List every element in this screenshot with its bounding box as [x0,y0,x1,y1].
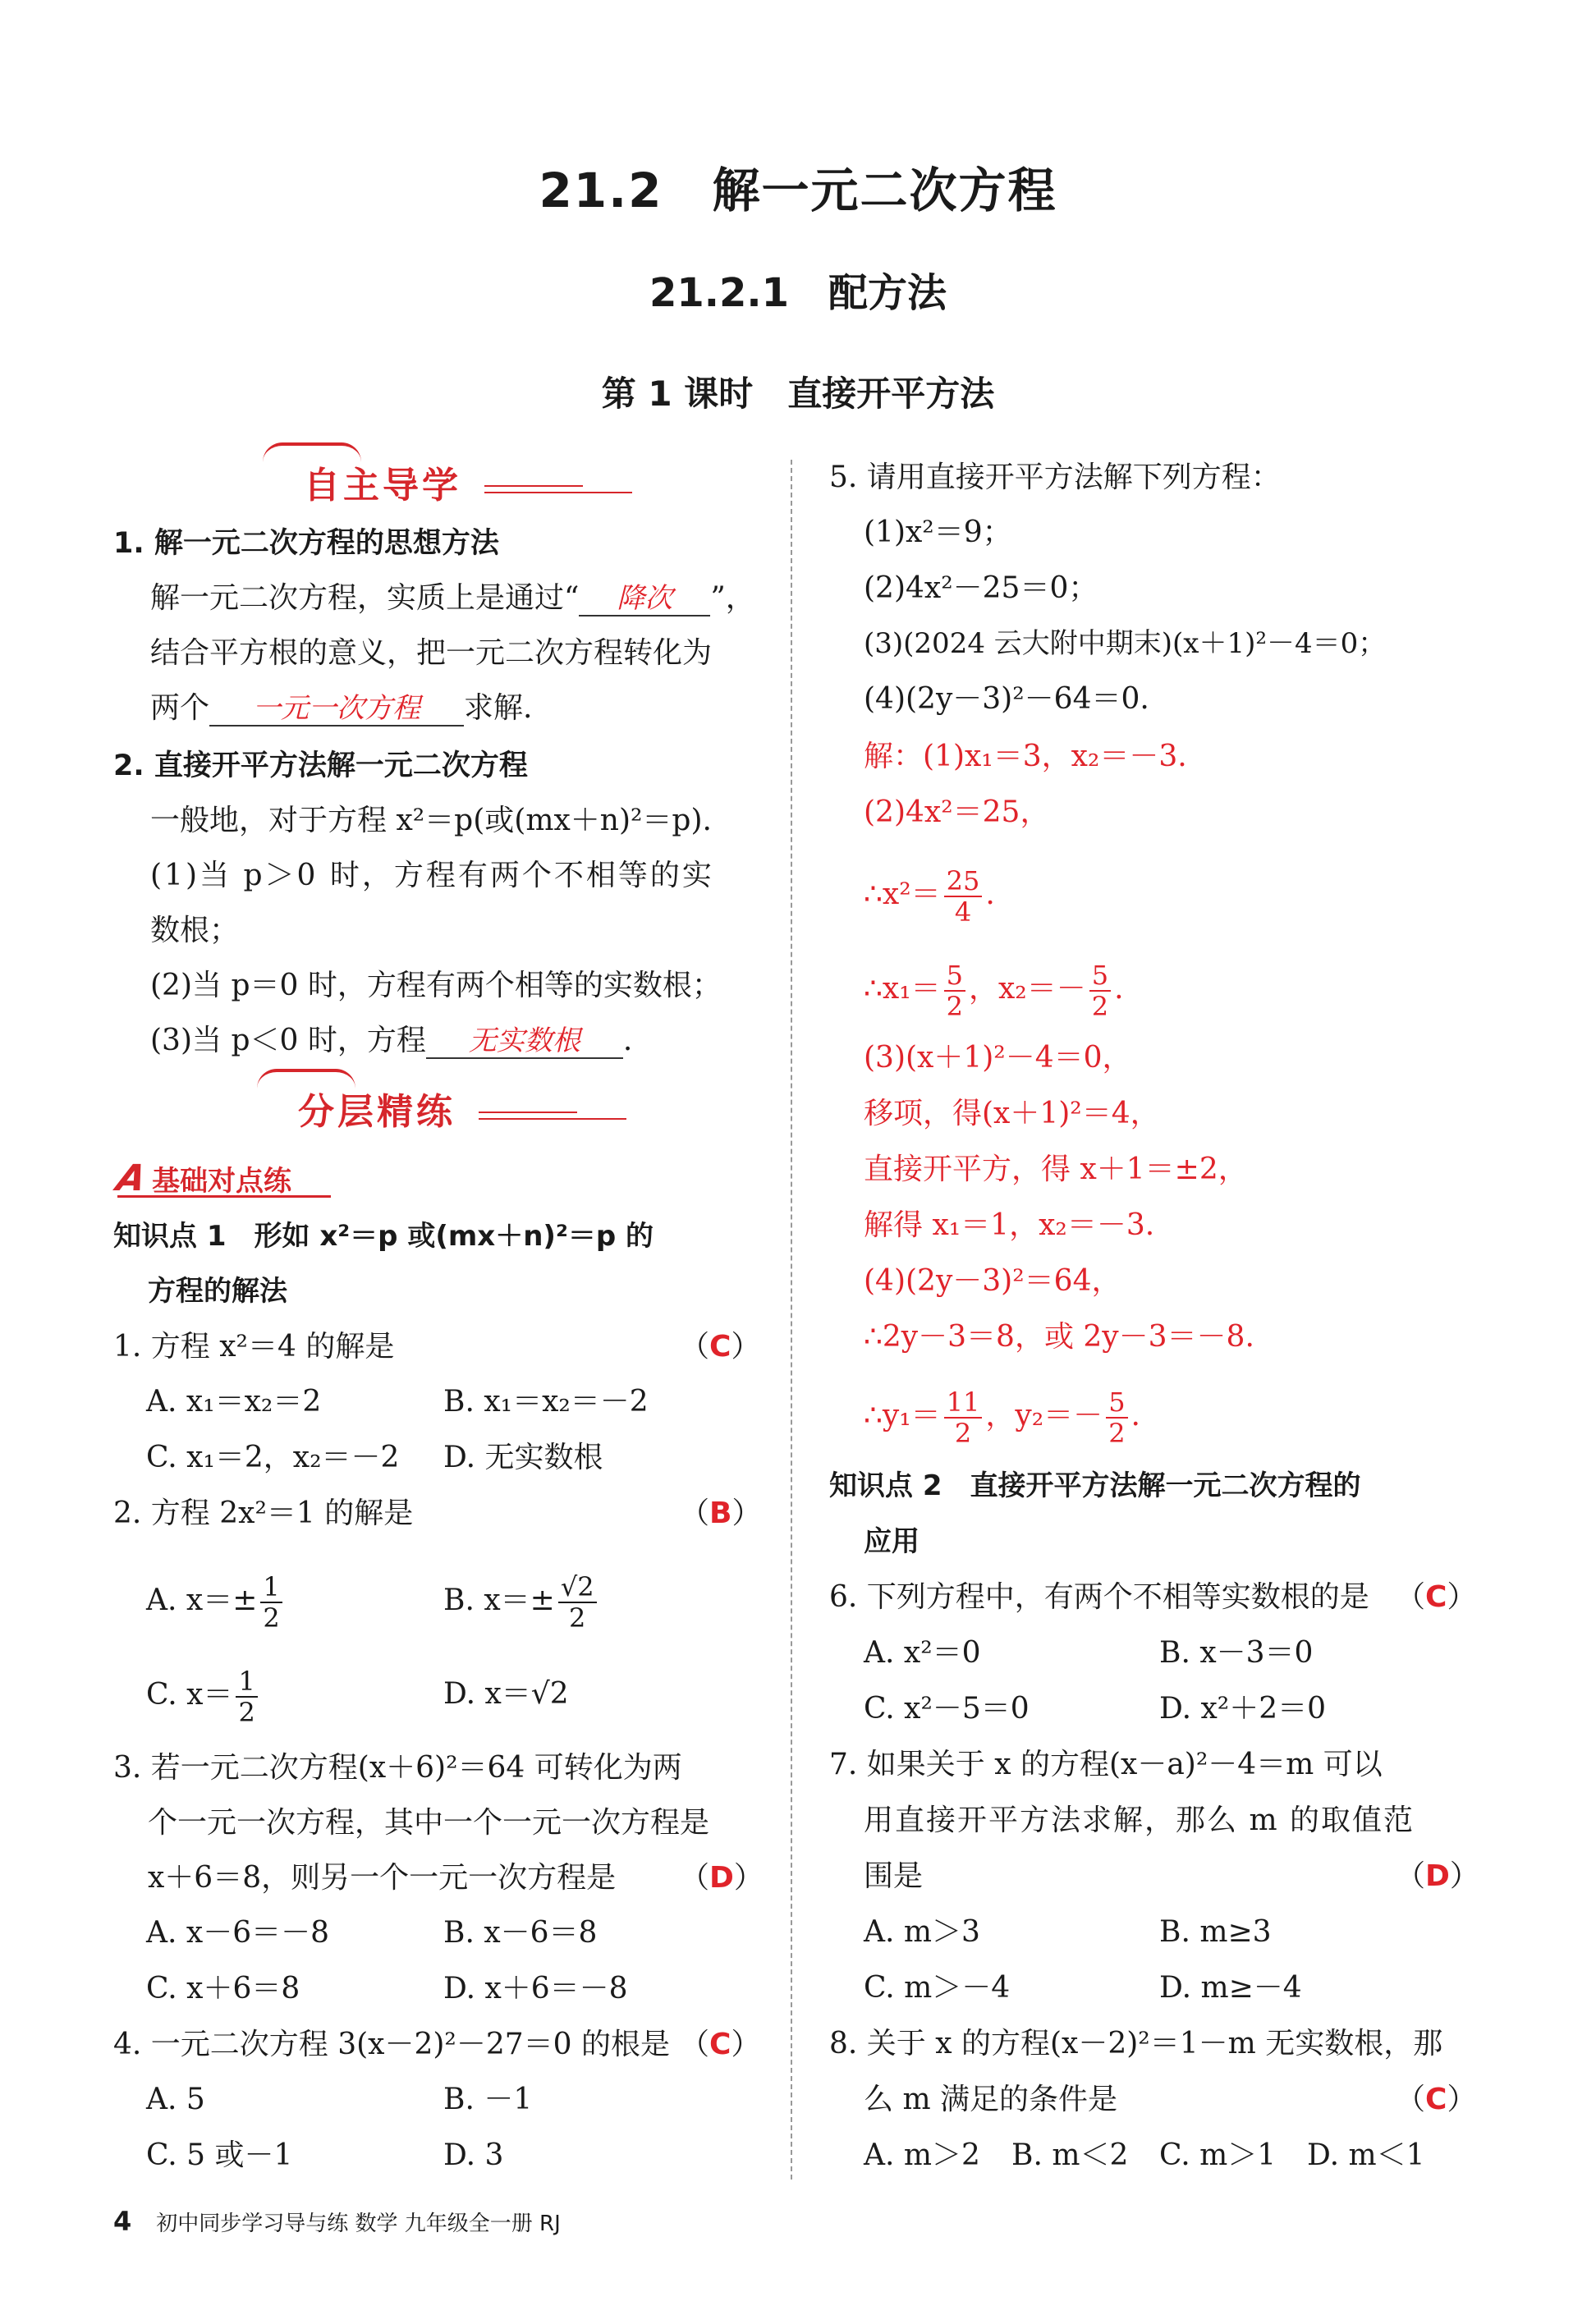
q3-option-a: A. x－6＝－8 [146,1916,329,1950]
numerator: 1 [263,1571,280,1602]
bracket: ） [732,1497,762,1530]
answer-bracket-6 [1396,1578,1476,1617]
denominator: 2 [944,1417,983,1448]
solution-line-10: ∴2y－3＝8，或 2y－3＝－8. [864,1320,1254,1354]
k2-line-1: 一般地，对于方程 x²＝p(或(mx＋n)²＝p). [150,804,712,837]
question-1: 1. 方程 x²＝4 的解是 [113,1330,395,1364]
bracket: （ [680,1861,710,1895]
k1-line-2: 结合平方根的意义，把一元二次方程转化为 [150,636,713,670]
answer-8: C [1425,2083,1447,2116]
solution-line-4 [864,960,1124,1021]
numerator: 5 [1091,960,1109,991]
k2-line-5 [150,1021,632,1061]
text: ∴x₁＝ [864,972,941,1006]
question-2: 2. 方程 2x²＝1 的解是 [113,1497,414,1530]
heading-rule [479,1112,577,1113]
k2-line-2: (1)当 p＞0 时，方程有两个不相等的实 [150,859,714,892]
q4-option-b: B. －1 [443,2083,533,2116]
numerator: √2 [560,1571,594,1602]
text: . [622,1024,633,1057]
solution-line-3 [864,866,995,927]
solution-line-7: 直接开平方，得 x＋1＝±2， [864,1153,1248,1186]
q3-option-b: B. x－6＝8 [443,1916,598,1950]
q1-option-a: A. x₁＝x₂＝2 [146,1385,322,1419]
level-title: 基础对点练 [152,1165,292,1198]
heading-swoosh [263,442,361,462]
bracket: ） [1449,1859,1479,1893]
q5-part-4: (4)(2y－3)²－64＝0. [864,682,1149,716]
bracket: （ [680,1497,710,1530]
q5-part-3: (3)(2024 云大附中期末)(x＋1)²－4＝0； [864,627,1387,660]
q6-option-d: D. x²＋2＝0 [1159,1692,1327,1726]
denominator: 2 [260,1602,282,1633]
q1-option-d: D. 无实数根 [443,1441,603,1474]
question-3-line-3: x＋6＝8，则另一个一元一次方程是 [148,1861,617,1895]
k1-line-3 [150,689,532,728]
denominator: 2 [1089,990,1111,1021]
level-badge [112,1157,292,1199]
bracket: ） [1447,2083,1477,2116]
bracket: ） [733,1861,764,1895]
question-8-line-1: 8. 关于 x 的方程(x－2)²＝1－m 无实数根，那 [829,2027,1443,2060]
bracket: ） [731,1330,761,1364]
q7-option-a: A. m＞3 [864,1915,980,1949]
question-8-line-2: 么 m 满足的条件是 [864,2083,1118,2116]
text: . [1130,1399,1140,1432]
column-divider [791,460,792,2180]
text: ∴y₁＝ [864,1399,941,1432]
q8-option-c: C. m＞1 [1159,2138,1277,2172]
practice-title: 分层精练 [298,1091,456,1133]
solution-line-1: 解：(1)x₁＝3，x₂＝－3. [864,740,1187,773]
page-footer [113,2206,561,2237]
fill-blank-2: 一元一次方程 [209,692,464,727]
question-7-line-2: 用直接开平方法求解，那么 m 的取值范 [864,1804,1415,1837]
knowledge-point-1-line-2: 方程的解法 [148,1275,287,1308]
q7-option-b: B. m≥3 [1159,1915,1272,1949]
fill-blank-3: 无实数根 [426,1024,623,1059]
denominator: 2 [558,1602,597,1633]
q1-option-b: B. x₁＝x₂＝－2 [443,1385,649,1419]
solution-line-11 [864,1387,1140,1448]
fraction [260,1572,282,1633]
heading-rule [484,485,583,487]
q7-option-d: D. m≥－4 [1159,1971,1302,2005]
text: ∴x²＝ [864,878,941,911]
bracket: （ [680,2028,710,2061]
fraction [1089,960,1111,1021]
q3-option-d: D. x＋6＝－8 [443,1972,628,2005]
q2-option-c [146,1666,261,1727]
bracket: ） [1447,1580,1477,1614]
q3-option-c: C. x＋6＝8 [146,1972,300,2005]
answer-1: C [709,1330,732,1364]
self-study-heading [304,456,461,508]
answer-3: D [709,1861,734,1895]
bracket: （ [1396,1580,1426,1614]
answer-2: B [709,1497,732,1530]
knowledge-2-title: 2. 直接开平方法解一元二次方程 [113,749,528,782]
answer-6: C [1425,1580,1447,1614]
q2-option-b [443,1572,600,1633]
q5-part-1: (1)x²＝9； [864,516,1012,549]
section-title: 21.2 解一元二次方程 [539,163,1057,218]
text: B. x＝± [443,1584,555,1617]
numerator: 5 [1108,1387,1126,1418]
solution-line-6: 移项，得(x＋1)²＝4， [864,1097,1160,1130]
numerator: 25 [946,865,980,896]
fraction [944,866,983,927]
solution-line-2: (2)4x²＝25， [864,795,1050,829]
bracket: （ [1396,1859,1426,1893]
text: . [1114,972,1124,1006]
fraction [944,960,965,1021]
text: (3)当 p＜0 时，方程 [150,1024,426,1057]
answer-bracket-8 [1396,2080,1476,2120]
question-4: 4. 一元二次方程 3(x－2)²－27＝0 的根是 [113,2028,671,2061]
subsection-title: 21.2.1 配方法 [649,270,947,316]
knowledge-point-1-line-1: 知识点 1 形如 x²＝p 或(mx＋n)²＝p 的 [113,1220,654,1253]
text: . [985,878,995,911]
answer-4: C [709,2028,732,2061]
q6-option-b: B. x－3＝0 [1159,1636,1314,1670]
q4-option-a: A. 5 [146,2083,205,2116]
q6-option-a: A. x²＝0 [864,1636,981,1670]
q8-option-a: A. m＞2 [864,2138,980,2172]
fraction [236,1666,257,1727]
text: ”， [710,581,755,615]
denominator: 2 [236,1696,257,1727]
answer-7: D [1425,1859,1450,1893]
text: A. x＝± [146,1584,258,1617]
question-6: 6. 下列方程中，有两个不相等实数根的是 [829,1580,1369,1614]
q5-part-2: (2)4x²－25＝0； [864,571,1098,605]
knowledge-point-2-line-1: 知识点 2 直接开平方法解一元二次方程的 [829,1469,1361,1502]
bracket: （ [1396,2083,1426,2116]
question-7-line-1: 7. 如果关于 x 的方程(x－a)²－4＝m 可以 [829,1748,1383,1781]
solution-line-9: (4)(2y－3)²＝64， [864,1264,1121,1298]
question-7-line-3: 围是 [864,1859,924,1893]
solution-line-8: 解得 x₁＝1，x₂＝－3. [864,1208,1155,1242]
q2-option-d: D. x＝√2 [443,1677,569,1711]
bracket: ） [731,2028,761,2061]
page-number: 4 [113,2206,132,2237]
answer-bracket-2 [680,1494,761,1533]
answer-bracket-7 [1396,1857,1479,1896]
denominator: 2 [944,990,965,1021]
text: ，x₂＝－ [969,972,1086,1006]
knowledge-point-2-line-2: 应用 [864,1525,920,1558]
question-5-title: 5. 请用直接开平方法解下列方程： [829,461,1281,494]
text: C. x＝ [146,1678,233,1712]
k2-line-3: 数根； [150,914,240,947]
heading-swoosh [257,1069,355,1089]
fraction [558,1572,597,1633]
text: 解一元二次方程，实质上是通过“ [150,581,580,615]
q4-option-d: D. 3 [443,2138,504,2172]
answer-bracket-4 [680,2025,760,2065]
answer-bracket-3 [680,1859,764,1898]
numerator: 5 [946,960,963,991]
answer-bracket-1 [680,1327,760,1367]
practice-heading [298,1082,456,1134]
level-rule [117,1195,331,1198]
question-3-line-1: 3. 若一元二次方程(x＋6)²＝64 可转化为两 [113,1751,682,1785]
denominator: 2 [1106,1417,1127,1448]
denominator: 4 [944,896,983,927]
numerator: 1 [238,1666,255,1697]
solution-line-5: (3)(x＋1)²－4＝0， [864,1041,1132,1075]
k2-line-4: (2)当 p＝0 时，方程有两个相等的实数根； [150,969,722,1002]
lesson-title: 第 1 课时 直接开平方法 [601,374,995,414]
self-study-title: 自主导学 [304,465,461,506]
book-title: 初中同步学习导与练 数学 九年级全一册 RJ [156,2212,561,2236]
fraction [1106,1387,1127,1448]
numerator: 11 [946,1387,980,1418]
question-3-line-2: 个一元一次方程，其中一个一元一次方程是 [148,1806,710,1840]
q6-option-c: C. x²－5＝0 [864,1692,1030,1726]
heading-rule [479,1118,626,1120]
text: 两个 [150,691,210,725]
fill-blank-1: 降次 [579,582,710,617]
level-a-icon: A [112,1157,150,1199]
k1-line-1 [150,579,755,618]
text: 求解. [464,691,533,725]
fraction [944,1387,983,1448]
q1-option-c: C. x₁＝2，x₂＝－2 [146,1441,400,1474]
text: ，y₂＝－ [985,1399,1103,1432]
heading-rule [484,492,632,493]
q2-option-a [146,1572,286,1633]
q8-option-d: D. m＜1 [1307,2138,1425,2172]
q8-option-b: B. m＜2 [1011,2138,1129,2172]
q7-option-c: C. m＞－4 [864,1971,1011,2005]
bracket: （ [680,1330,710,1364]
knowledge-1-title: 1. 解一元二次方程的思想方法 [113,527,499,560]
q4-option-c: C. 5 或－1 [146,2138,293,2172]
